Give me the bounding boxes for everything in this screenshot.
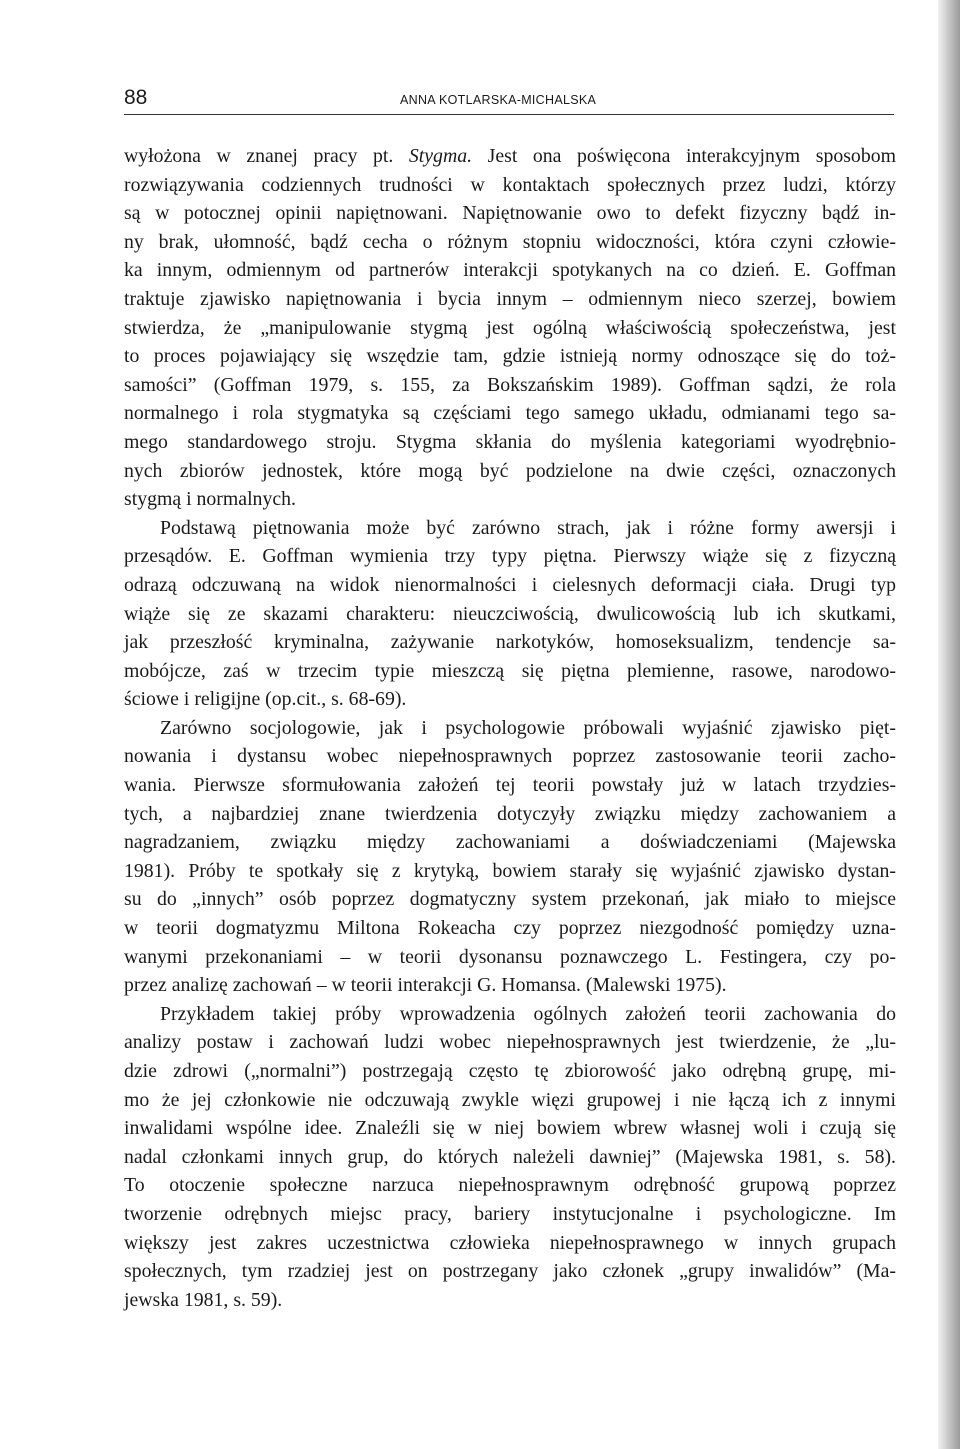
text-line: tworzenie odrębnych miejsc pracy, bariery instytucjonalne i psychologiczne. Im: [124, 1202, 896, 1225]
text-line: mego standardowego stroju. Stygma skłania do myślenia kategoriami wyodrębnio-: [124, 430, 896, 453]
text-line: traktuje zjawisko napiętnowania i bycia innym – odmiennym nieco szerzej, bowiem: [124, 287, 896, 310]
text-line: Zarówno socjologowie, jak i psychologowie próbowali wyjaśnić zjawisko pięt-: [160, 716, 896, 739]
text-line: tych, a najbardziej znane twierdzenia dotyczyły związku między zachowaniem a: [124, 802, 896, 825]
text-line: nagradzaniem, związku między zachowaniami a doświadczeniami (Majewska: [124, 831, 896, 854]
text-line: normalnego i rola stygmatyka są częściami tego samego układu, odmianami tego sa-: [124, 402, 896, 425]
text-line: nych zbiorów jednostek, które mogą być podzielone na dwie części, oznaczonych: [124, 459, 896, 482]
page-header: [124, 84, 894, 115]
text-line: mo że jej członkowie nie odczuwają zwykle więzi grupowej i nie łączą ich z innymi: [124, 1088, 896, 1111]
text-line: to proces pojawiający się wszędzie tam, gdzie istnieją normy odnoszące się do toż-: [124, 345, 896, 368]
text-line: przez analizę zachowań – w teorii interakcji G. Homansa. (Malewski 1975).: [124, 974, 727, 997]
text-line: nadal członkami innych grup, do których należeli dawniej” (Majewska 1981, s. 58).: [124, 1145, 896, 1168]
paragraph: [124, 714, 896, 1000]
text-line: ny brak, ułomność, bądź cecha o różnym stopniu widoczności, która czyni człowie-: [124, 230, 896, 253]
text-line: rozwiązywania codziennych trudności w kontaktach społecznych przez ludzi, którzy: [124, 173, 896, 196]
text-line: wania. Pierwsze sformułowania założeń tej teorii powstały już w latach trzydzies-: [124, 774, 896, 797]
text-line: To otoczenie społeczne narzuca niepełnosprawnym odrębność grupową poprzez: [124, 1174, 896, 1197]
text-line: nowania i dystansu wobec niepełnosprawnych poprzez zastosowanie teorii zacho-: [124, 745, 896, 768]
paragraph: [124, 142, 896, 514]
page-number: 88: [124, 86, 148, 109]
body-text: [124, 142, 896, 1314]
text-line: Przykładem takiej próby wprowadzenia ogólnych założeń teorii zachowania do: [160, 1002, 896, 1025]
text-line: jak przeszłość kryminalna, zażywanie narkotyków, homoseksualizm, tendencje sa-: [124, 631, 896, 654]
paragraph: [124, 514, 896, 714]
text-line: 1981). Próby te spotkały się z krytyką, bowiem starały się wyjaśnić zjawisko dystan-: [124, 859, 896, 882]
text-line: dzie zdrowi („normalni”) postrzegają często tę zbiorowość jako odrębną grupę, mi-: [124, 1060, 896, 1082]
running-head: ANNA KOTLARSKA-MICHALSKA: [400, 93, 597, 107]
text-line: odrazą odczuwaną na widok nienormalności i cielesnych deformacji ciała. Drugi typ: [124, 573, 896, 596]
text-line: stwierdza, że „manipulowanie stygmą jest ogólną właściwością społeczeństwa, jest: [124, 316, 896, 339]
text-line: Podstawą piętnowania może być zarówno strach, jak i różne formy awersji i: [160, 516, 896, 539]
text-line: ka innym, odmiennym od partnerów interakcji spotykanych na co dzień. E. Goffman: [124, 259, 896, 282]
text-line: wiąże się ze skazami charakteru: nieuczciwością, dwulicowością lub ich skutkami,: [124, 602, 896, 625]
text-line: samości” (Goffman 1979, s. 155, za Bokszańskim 1989). Goffman sądzi, że rola: [124, 373, 896, 396]
text-line: przesądów. E. Goffman wymienia trzy typy piętna. Pierwszy wiąże się z fizyczną: [124, 545, 896, 568]
scan-edge-shadow: [938, 0, 960, 1449]
text-line: ściowe i religijne (op.cit., s. 68-69).: [124, 688, 407, 711]
text-line: w teorii dogmatyzmu Miltona Rokeacha czy poprzez niezgodność pomiędzy uzna-: [124, 917, 896, 940]
text-line: analizy postaw i zachowań ludzi wobec niepełnosprawnych jest twierdzenie, że „lu-: [124, 1031, 896, 1054]
text-line: wyłożona w znanej pracy pt. Stygma. Jest ona poświęcona interakcyjnym sposobom: [124, 145, 896, 167]
text-line: wanymi przekonaniami – w teorii dysonansu poznawczego L. Festingera, czy po-: [124, 945, 896, 968]
paragraph: [124, 1000, 896, 1315]
text-line: stygmą i normalnych.: [124, 488, 296, 511]
text-line: inwalidami wspólne idee. Znaleźli się w niej bowiem wbrew własnej woli i czują się: [124, 1117, 896, 1140]
text-line: su do „innych” osób poprzez dogmatyczny system przekonań, jak miało to miejsce: [124, 888, 896, 911]
text-line: większy jest zakres uczestnictwa człowieka niepełnosprawnego w innych grupach: [124, 1231, 896, 1254]
text-line: mobójcze, zaś w trzecim typie mieszczą się piętna plemienne, rasowe, narodowo-: [124, 659, 896, 682]
text-line: społecznych, tym rzadziej jest on postrzegany jako członek „grupy inwalidów” (Ma-: [124, 1260, 896, 1283]
text-line: jewska 1981, s. 59).: [124, 1288, 283, 1311]
text-line: są w potocznej opinii napiętnowani. Napiętnowanie owo to defekt fizyczny bądź in-: [124, 202, 896, 225]
